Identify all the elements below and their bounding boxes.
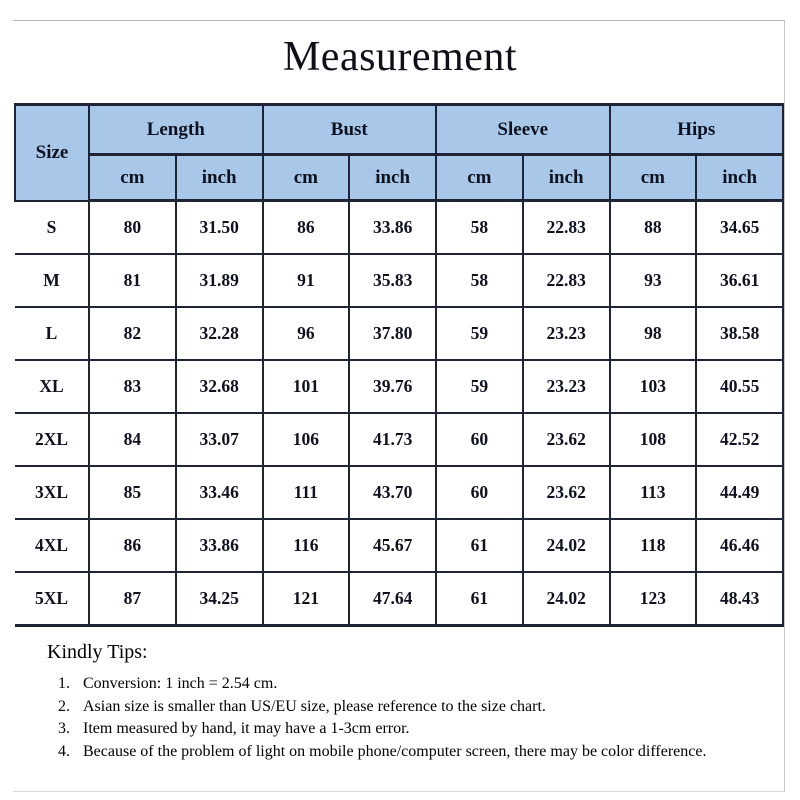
- measure-cell: 23.62: [523, 466, 610, 519]
- measure-cell: 91: [263, 254, 350, 307]
- tip-item: 2. Asian size is smaller than US/EU size, please reference to the size chart.: [74, 696, 757, 719]
- measure-cell: 34.25: [176, 572, 263, 626]
- measure-cell: 116: [263, 519, 350, 572]
- tips-list: [47, 673, 757, 764]
- measure-cell: 41.73: [349, 413, 436, 466]
- measure-cell: 83: [89, 360, 176, 413]
- measure-cell: 23.23: [523, 307, 610, 360]
- measure-cell: 93: [610, 254, 697, 307]
- size-cell: XL: [15, 360, 89, 413]
- measure-cell: 22.83: [523, 201, 610, 255]
- tips-heading: Kindly Tips:: [47, 641, 148, 663]
- measure-cell: 82: [89, 307, 176, 360]
- measure-cell: 23.23: [523, 360, 610, 413]
- measure-cell: 31.50: [176, 201, 263, 255]
- measure-cell: 48.43: [696, 572, 783, 626]
- measure-cell: 87: [89, 572, 176, 626]
- measure-cell: 59: [436, 307, 523, 360]
- measure-cell: 40.55: [696, 360, 783, 413]
- measure-cell: 43.70: [349, 466, 436, 519]
- measure-cell: 123: [610, 572, 697, 626]
- group-header-length: Length: [89, 105, 263, 155]
- measure-cell: 45.67: [349, 519, 436, 572]
- size-cell: 5XL: [15, 572, 89, 626]
- size-cell: 3XL: [15, 466, 89, 519]
- measure-cell: 61: [436, 572, 523, 626]
- measure-cell: 31.89: [176, 254, 263, 307]
- measure-cell: 108: [610, 413, 697, 466]
- size-cell: L: [15, 307, 89, 360]
- measure-cell: 38.58: [696, 307, 783, 360]
- size-chart-body: [15, 201, 783, 626]
- measure-cell: 86: [89, 519, 176, 572]
- size-cell: 2XL: [15, 413, 89, 466]
- unit-header: cm: [610, 155, 697, 201]
- measure-cell: 35.83: [349, 254, 436, 307]
- measure-cell: 60: [436, 466, 523, 519]
- tip-item: 3. Item measured by hand, it may have a 1-3cm error.: [74, 718, 757, 741]
- measure-cell: 32.28: [176, 307, 263, 360]
- unit-header: cm: [436, 155, 523, 201]
- measure-cell: 37.80: [349, 307, 436, 360]
- measure-cell: 32.68: [176, 360, 263, 413]
- tip-item: 4. Because of the problem of light on mobile phone/computer screen, there may be color difference.: [74, 741, 757, 764]
- unit-header: inch: [523, 155, 610, 201]
- table-row: [15, 254, 783, 307]
- measure-cell: 118: [610, 519, 697, 572]
- measure-cell: 106: [263, 413, 350, 466]
- measure-cell: 86: [263, 201, 350, 255]
- kindly-tips-section: [47, 641, 757, 764]
- measure-cell: 61: [436, 519, 523, 572]
- group-header-hips: Hips: [610, 105, 784, 155]
- measure-cell: 39.76: [349, 360, 436, 413]
- size-column-header: Size: [15, 105, 89, 201]
- measure-cell: 33.86: [176, 519, 263, 572]
- measure-cell: 60: [436, 413, 523, 466]
- measure-cell: 113: [610, 466, 697, 519]
- size-chart-table: [14, 103, 784, 627]
- size-chart-header: [15, 105, 783, 201]
- measure-cell: 34.65: [696, 201, 783, 255]
- header-group-row: [15, 105, 783, 155]
- measure-cell: 111: [263, 466, 350, 519]
- measure-cell: 101: [263, 360, 350, 413]
- measure-cell: 121: [263, 572, 350, 626]
- unit-header: cm: [89, 155, 176, 201]
- measure-cell: 88: [610, 201, 697, 255]
- measure-cell: 33.07: [176, 413, 263, 466]
- table-row: [15, 201, 783, 255]
- measure-cell: 33.86: [349, 201, 436, 255]
- measure-cell: 24.02: [523, 572, 610, 626]
- measure-cell: 58: [436, 254, 523, 307]
- measure-cell: 59: [436, 360, 523, 413]
- measure-cell: 33.46: [176, 466, 263, 519]
- group-header-sleeve: Sleeve: [436, 105, 610, 155]
- measure-cell: 47.64: [349, 572, 436, 626]
- measure-cell: 80: [89, 201, 176, 255]
- measure-cell: 22.83: [523, 254, 610, 307]
- measure-cell: 42.52: [696, 413, 783, 466]
- measure-cell: 36.61: [696, 254, 783, 307]
- measure-cell: 96: [263, 307, 350, 360]
- table-row: [15, 466, 783, 519]
- measure-cell: 85: [89, 466, 176, 519]
- measure-cell: 23.62: [523, 413, 610, 466]
- unit-header: cm: [263, 155, 350, 201]
- tip-item: 1. Conversion: 1 inch = 2.54 cm.: [74, 673, 757, 696]
- measure-cell: 98: [610, 307, 697, 360]
- table-row: [15, 519, 783, 572]
- size-cell: 4XL: [15, 519, 89, 572]
- size-cell: M: [15, 254, 89, 307]
- measure-cell: 103: [610, 360, 697, 413]
- unit-header: inch: [176, 155, 263, 201]
- table-row: [15, 572, 783, 626]
- measure-cell: 44.49: [696, 466, 783, 519]
- group-header-bust: Bust: [263, 105, 437, 155]
- unit-header: inch: [696, 155, 783, 201]
- table-row: [15, 360, 783, 413]
- page-title: Measurement: [282, 34, 518, 80]
- size-cell: S: [15, 201, 89, 255]
- unit-header: inch: [349, 155, 436, 201]
- measure-cell: 81: [89, 254, 176, 307]
- table-row: [15, 307, 783, 360]
- header-unit-row: [15, 155, 783, 201]
- measure-cell: 58: [436, 201, 523, 255]
- measure-cell: 84: [89, 413, 176, 466]
- table-row: [15, 413, 783, 466]
- measure-cell: 24.02: [523, 519, 610, 572]
- measure-cell: 46.46: [696, 519, 783, 572]
